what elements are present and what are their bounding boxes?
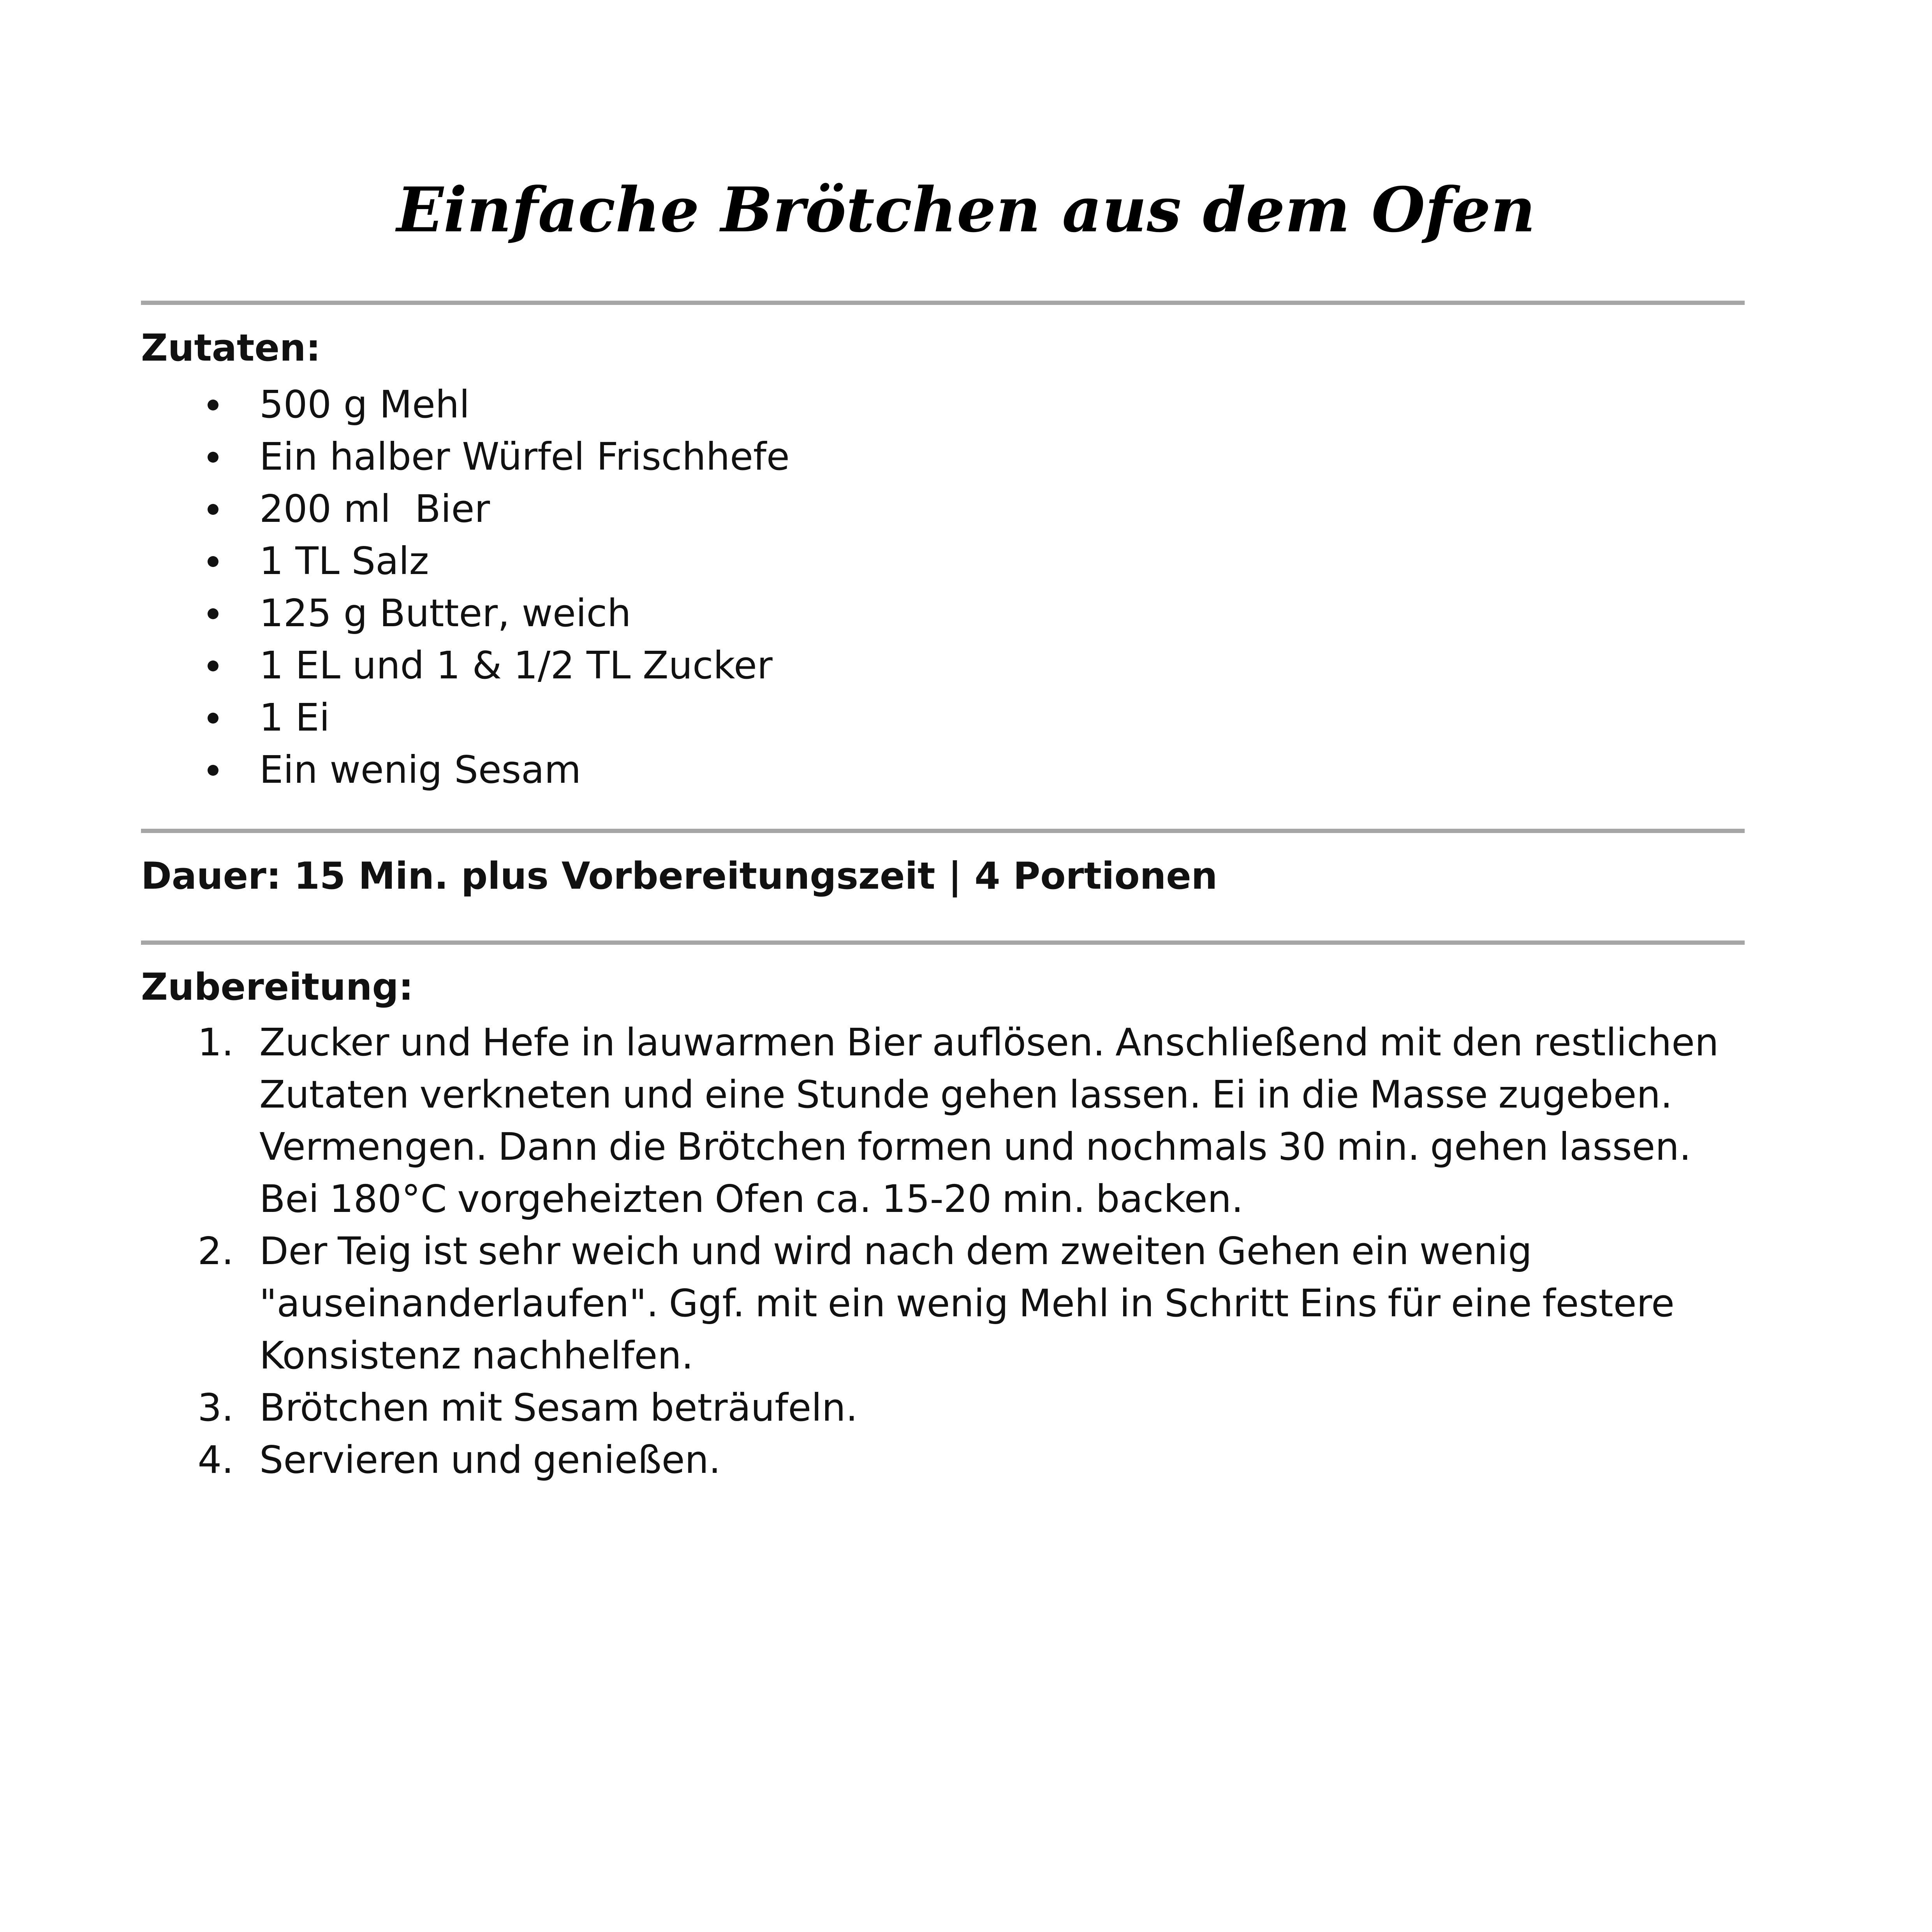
step-number: 1. [197, 1020, 234, 1064]
step-item [0, 1382, 1932, 1434]
ingredient-item [0, 483, 1932, 535]
bullet-icon [208, 504, 218, 515]
ingredient-item [0, 431, 1932, 483]
divider-top [141, 301, 1745, 305]
step-number: 2. [197, 1229, 234, 1273]
bullet-icon [208, 660, 218, 671]
bullet-icon [208, 765, 218, 776]
ingredient-item [0, 535, 1932, 587]
step-text: Zucker und Hefe in lauwarmen Bier auflösen. Anschließend mit den restlichen Zutaten verkneten und eine Stunde gehen lassen. Ei in die Masse zugeben. Vermengen. Dann die Brötchen formen und nochmals 30 min. gehen lassen. Bei 180°C vorgeheizten Ofen ca. 15-20 min. backen. [259, 1020, 1719, 1221]
ingredient-item [0, 379, 1932, 431]
ingredient-text: 1 Ei [259, 696, 330, 740]
bullet-icon [208, 556, 218, 567]
ingredient-item [0, 587, 1932, 639]
step-text: Servieren und genießen. [259, 1438, 721, 1482]
divider-middle [141, 829, 1745, 833]
bullet-icon [208, 400, 218, 410]
ingredient-text: 1 EL und 1 & 1/2 TL Zucker [259, 643, 773, 687]
ingredient-text: 200 ml Bier [259, 487, 490, 531]
step-number: 4. [197, 1438, 234, 1482]
ingredient-text: 125 g Butter, weich [259, 591, 631, 635]
bullet-icon [208, 713, 218, 724]
ingredient-text: Ein halber Würfel Frischhefe [259, 435, 790, 479]
ingredient-list [0, 379, 1932, 796]
step-text: Der Teig ist sehr weich und wird nach dem zweiten Gehen ein wenig "auseinanderlaufen". Ggf. mit ein wenig Mehl in Schritt Eins für eine festere Konsistenz nachhelfen. [259, 1229, 1675, 1377]
step-item [0, 1016, 1932, 1225]
ingredient-text: 1 TL Salz [259, 539, 429, 583]
ingredient-item [0, 692, 1932, 744]
step-text: Brötchen mit Sesam beträufeln. [259, 1386, 858, 1430]
ingredient-text: Ein wenig Sesam [259, 748, 581, 792]
ingredient-item [0, 744, 1932, 796]
divider-lower [141, 940, 1745, 945]
ingredient-text: 500 g Mehl [259, 382, 470, 426]
ingredient-item [0, 639, 1932, 692]
duration-line: Dauer: 15 Min. plus Vorbereitungszeit | 4 Portionen [141, 855, 1218, 898]
bullet-icon [208, 452, 218, 463]
ingredients-heading: Zutaten: [141, 327, 321, 370]
step-number: 3. [197, 1386, 234, 1430]
bullet-icon [208, 608, 218, 619]
recipe-title: Einfache Brötchen aus dem Ofen [396, 174, 1536, 246]
step-list [0, 1016, 1932, 1486]
step-item [0, 1434, 1932, 1486]
step-item [0, 1225, 1932, 1382]
preparation-heading: Zubereitung: [141, 966, 414, 1009]
